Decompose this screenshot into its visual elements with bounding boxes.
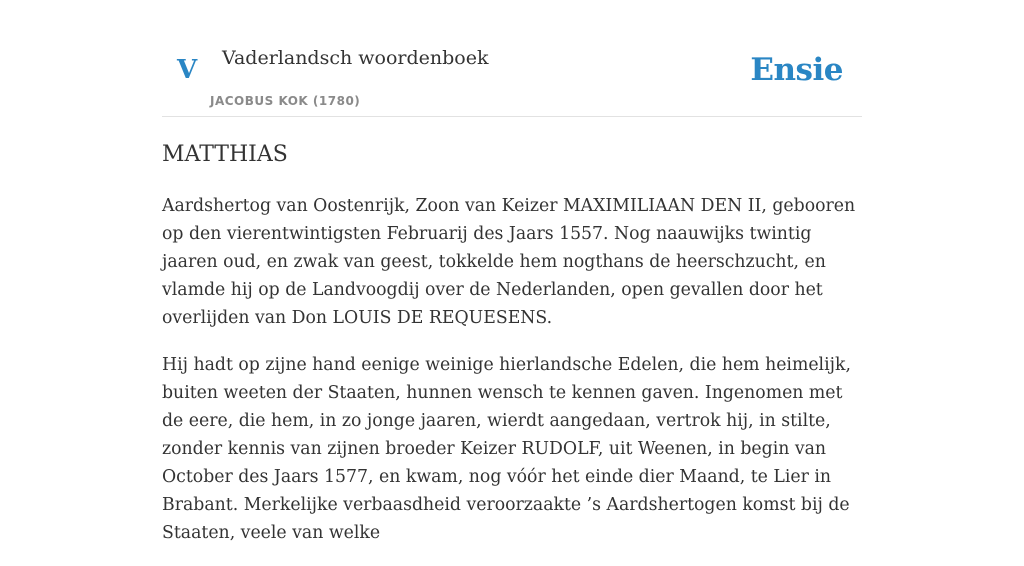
volume-letter[interactable]: V	[177, 55, 198, 85]
entry-body	[162, 192, 862, 566]
ensie-logo[interactable]: Ensie	[750, 52, 843, 88]
entry-paragraph: Hij hadt op zijne hand eenige weinige hierlandsche Edelen, die hem heimelijk, buiten weeten der Staaten, hunnen wensch te kennen gaven. Ingenomen met de eere, die hem, in zo jonge jaaren, wierdt aangedaan, vertrok hij, in stilte, zonder kennis van zijnen broeder Keizer RUDOLF, uit Weenen, in begin van October des Jaars 1577, en kwam, nog vóór het einde dier Maand, te Lier in Brabant. Merkelijke verbaasdheid veroorzaakte ’s Aardshertogen komst bij de Staaten, veele van welke	[162, 355, 851, 543]
book-title[interactable]: Vaderlandsch woordenboek	[222, 47, 489, 69]
book-author: JACOBUS KOK (1780)	[210, 94, 361, 108]
entry-headword: MATTHIAS	[162, 142, 288, 167]
book-header	[162, 0, 862, 117]
entry-paragraph: Aardshertog van Oostenrijk, Zoon van Keizer MAXIMILIAAN DEN II, gebooren op den vierentwintigsten Februarij des Jaars 1557. Nog naauwijks twintig jaaren oud, en zwak van geest, tokkelde hem nogthans de heerschzucht, en vlamde hij op de Landvoogdij over de Nederlanden, open gevallen door het overlijden van Don LOUIS DE REQUESENS.	[162, 196, 856, 328]
